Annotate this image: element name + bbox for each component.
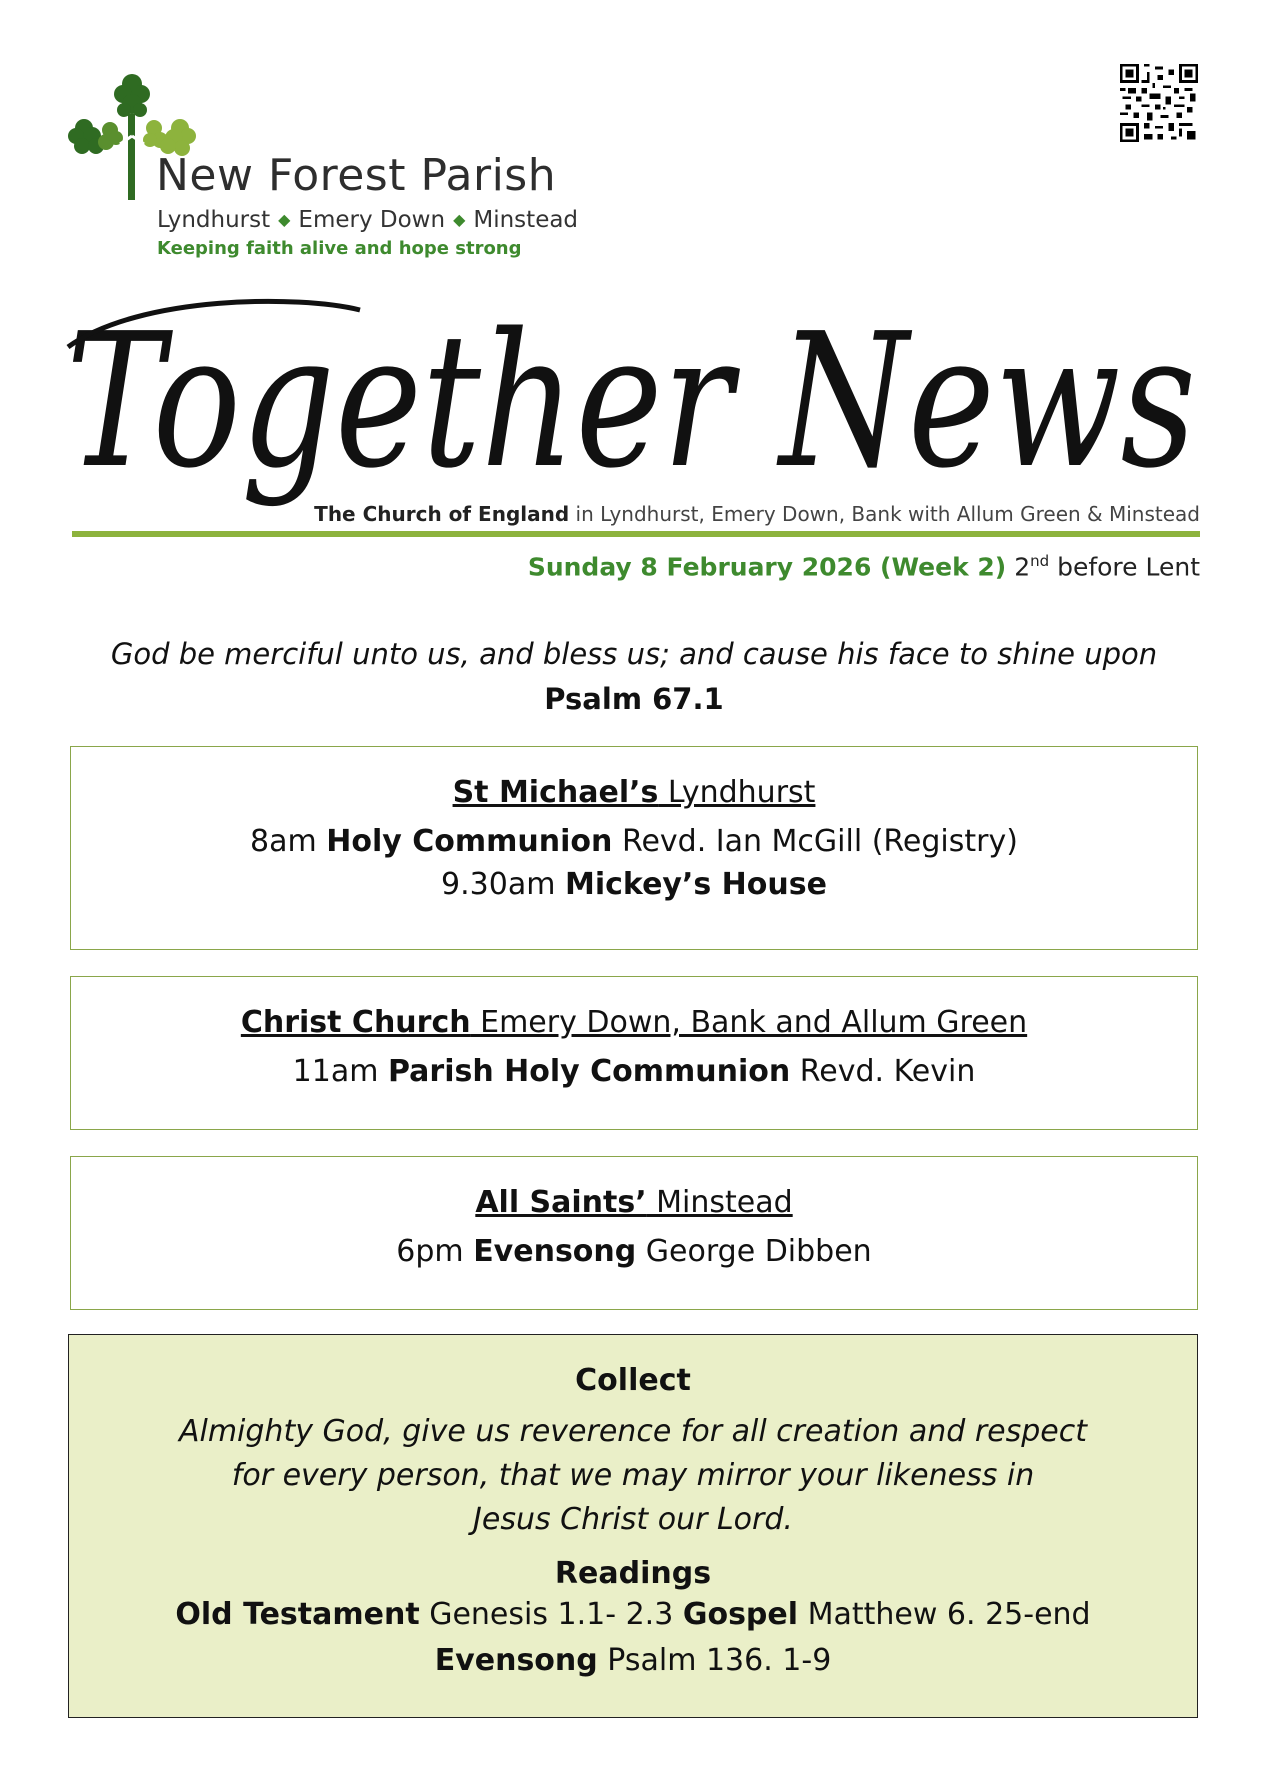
service-name: Parish Holy Communion [387,1054,791,1089]
church-name: All Saints’ [475,1185,647,1220]
service-officiant: Revd. Ian McGill (Registry) [612,824,1018,859]
service-line [71,1054,1197,1089]
readings-heading: Readings [554,1556,712,1591]
collect-line: Jesus Christ our Lord. [473,1502,793,1537]
service-time: 6pm [396,1234,474,1269]
masthead-strapline [314,502,1200,526]
service-name: Evensong [473,1234,637,1269]
readings-line [69,1639,1197,1683]
service-line [71,867,1197,902]
service-time: 8am [250,824,327,859]
parish-tagline: Keeping faith alive and hope strong [157,238,522,259]
church-heading [71,775,1197,810]
service-box-emery-down [70,976,1198,1130]
strap-places: in Lyndhurst, Emery Down, Bank with Allum Green & Minstead [569,502,1200,526]
service-box-minstead [70,1156,1198,1310]
collect-heading: Collect [575,1363,691,1398]
parish-name: New Forest Parish [156,150,557,201]
church-name: St Michael’s [452,775,659,810]
diamond-icon: ◆ [453,210,466,229]
collect-line: for every person, that we may mirror your likeness in [231,1458,1035,1493]
service-officiant: George Dibben [636,1234,872,1269]
qr-code-icon[interactable] [1120,64,1198,142]
reading-ref: Matthew 6. 25-end [798,1597,1091,1632]
service-line [71,1234,1197,1269]
verse-text: God be merciful unto us, and bless us; and cause his face to shine upon [110,637,1158,671]
service-box-lyndhurst [70,746,1198,950]
place-lyndhurst: Lyndhurst [157,207,271,233]
reading-label: Old Testament [175,1597,420,1632]
season-text: before Lent [1049,552,1200,582]
church-place: Emery Down, Bank and Allum Green [470,1005,1028,1040]
reading-ref: Psalm 136. 1-9 [597,1643,832,1678]
collect-text [69,1410,1197,1542]
season-suffix: nd [1030,552,1050,570]
parish-places [157,207,578,233]
reading-label: Gospel [682,1597,799,1632]
strap-church: The Church of England [314,502,570,526]
church-place: Minstead [646,1185,793,1220]
issue-date-text: Sunday 8 February 2026 (Week 2) [527,552,1007,582]
place-minstead: Minstead [473,207,579,233]
service-name: Holy Communion [326,824,613,859]
issue-date [528,552,1200,581]
service-line [71,824,1197,859]
church-heading [71,1005,1197,1040]
service-time: 9.30am [441,867,565,902]
place-emery-down: Emery Down [298,207,446,233]
diamond-icon: ◆ [278,210,291,229]
service-officiant: Revd. Kevin [790,1054,976,1089]
collect-box [68,1334,1198,1718]
readings-line [69,1593,1197,1637]
reading-label: Evensong [434,1643,598,1678]
season-ordinal: 2 [1014,552,1031,582]
service-time: 11am [292,1054,388,1089]
church-place: Lyndhurst [658,775,816,810]
masthead-rule [72,531,1200,537]
collect-line: Almighty God, give us reverence for all creation and respect [178,1414,1088,1449]
church-name: Christ Church [240,1005,471,1040]
church-heading [71,1185,1197,1220]
service-name: Mickey’s House [565,867,827,902]
masthead-title-text: Together News [66,293,1196,509]
reading-ref: Genesis 1.1- 2.3 [419,1597,683,1632]
verse-reference: Psalm 67.1 [544,682,724,716]
